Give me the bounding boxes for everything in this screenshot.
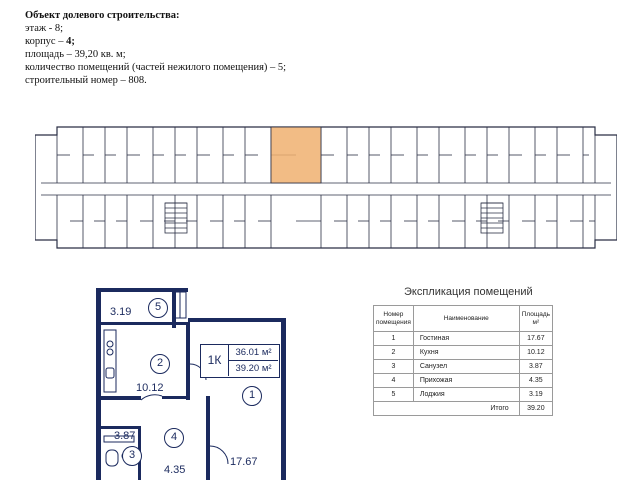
room2-area: 10.12 bbox=[136, 382, 164, 394]
row-area: 3.19 bbox=[519, 388, 552, 402]
row-name: Санузел bbox=[413, 360, 519, 374]
row-number: 4 bbox=[374, 374, 414, 388]
room5-area: 3.19 bbox=[110, 306, 132, 318]
building-prefix: корпус – bbox=[25, 36, 67, 47]
row-number: 3 bbox=[374, 360, 414, 374]
row-name: Прихожая bbox=[413, 374, 519, 388]
row-number: 2 bbox=[374, 346, 414, 360]
object-description bbox=[25, 9, 286, 87]
build-number-line: строительный номер – 808. bbox=[25, 75, 147, 86]
row-area: 17.67 bbox=[519, 332, 552, 346]
table-row bbox=[374, 346, 553, 360]
row-name: Лоджия bbox=[413, 388, 519, 402]
highlighted-apartment bbox=[271, 127, 321, 183]
table-row bbox=[374, 388, 553, 402]
floor-plan bbox=[35, 125, 617, 250]
room1-area: 17.67 bbox=[230, 456, 258, 468]
room3-marker: 3 bbox=[122, 446, 142, 466]
room5-marker: 5 bbox=[148, 298, 168, 318]
room4-marker: 4 bbox=[164, 428, 184, 448]
apartment-type: 1К bbox=[201, 345, 229, 376]
table-row bbox=[374, 374, 553, 388]
apartment-total-area: 39.20 м² bbox=[235, 362, 272, 374]
room3-area: 3.87 bbox=[114, 430, 136, 442]
object-title: Объект долевого строительства: bbox=[25, 10, 180, 21]
row-name: Гостиная bbox=[413, 332, 519, 346]
table-row bbox=[374, 332, 553, 346]
explication-title: Экспликация помещений bbox=[404, 286, 533, 298]
room2-marker: 2 bbox=[150, 354, 170, 374]
col-area: Площадь м² bbox=[519, 306, 552, 332]
floor-line: этаж - 8; bbox=[25, 23, 64, 34]
row-number: 1 bbox=[374, 332, 414, 346]
row-name: Кухня bbox=[413, 346, 519, 360]
row-number: 5 bbox=[374, 388, 414, 402]
rooms-line: количество помещений (частей нежилого помещения) – 5; bbox=[25, 62, 287, 73]
room1-marker: 1 bbox=[242, 386, 262, 406]
row-area: 3.87 bbox=[519, 360, 552, 374]
room4-area: 4.35 bbox=[164, 464, 186, 476]
explication-table bbox=[373, 305, 553, 416]
total-value: 39.20 bbox=[519, 402, 552, 416]
row-area: 10.12 bbox=[519, 346, 552, 360]
apartment-badge bbox=[200, 344, 280, 378]
row-area: 4.35 bbox=[519, 374, 552, 388]
building-value: 4; bbox=[66, 36, 75, 47]
table-row bbox=[374, 360, 553, 374]
total-label: Итого bbox=[374, 402, 520, 416]
building-line bbox=[25, 35, 286, 48]
table-total-row bbox=[374, 402, 553, 416]
table-header-row bbox=[374, 306, 553, 332]
apartment-living-area: 36.01 м² bbox=[229, 345, 278, 361]
apartment-plan bbox=[96, 286, 286, 480]
col-name: Наименование bbox=[413, 306, 519, 332]
area-line: площадь – 39,20 кв. м; bbox=[25, 49, 126, 60]
col-number: Номер помещения bbox=[374, 306, 414, 332]
